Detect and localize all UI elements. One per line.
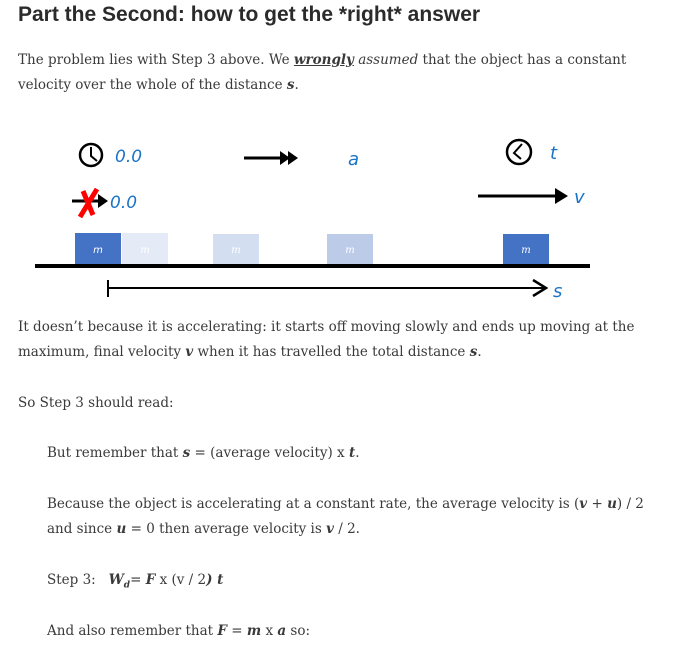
- start-time-label: 0.0: [115, 147, 143, 167]
- text: ) / 2: [616, 496, 644, 512]
- subscript-d: d: [123, 580, 131, 591]
- text: .: [355, 445, 360, 461]
- paragraph-force: [47, 619, 310, 644]
- var-s: s: [286, 77, 295, 93]
- var-a: a: [277, 623, 287, 639]
- final-time-label: t: [550, 143, 558, 164]
- text: = 0 then average velocity is: [126, 521, 327, 537]
- text: And also remember that: [47, 623, 218, 639]
- clock-icon: [80, 144, 102, 166]
- var-s: s: [469, 344, 478, 360]
- mass-label: m: [345, 245, 355, 256]
- step3-equation: [47, 568, 223, 599]
- mass-label: m: [231, 245, 241, 256]
- var-f: F: [145, 572, 156, 588]
- text: =: [226, 623, 247, 639]
- mass-label: m: [521, 245, 531, 256]
- var-m: m: [246, 623, 262, 639]
- paragraph-average-velocity: [47, 492, 644, 542]
- text: x: [261, 623, 278, 639]
- paragraph-problem: [18, 48, 626, 98]
- text: But remember that: [47, 445, 183, 461]
- emphasis-assumed: assumed: [358, 52, 419, 68]
- var-v: v: [579, 496, 588, 512]
- var-u: u: [607, 496, 617, 512]
- paragraph-step3-intro: So Step 3 should read:: [18, 395, 174, 411]
- var-u: u: [116, 521, 127, 537]
- var-t: ) t: [206, 572, 224, 588]
- text: maximum, final velocity: [18, 344, 186, 360]
- var-v: v: [185, 344, 194, 360]
- start-velocity-label: 0.0: [110, 193, 138, 213]
- text: / 2.: [333, 521, 360, 537]
- text: when it has travelled the total distance: [193, 344, 470, 360]
- final-velocity-arrow-icon: [478, 188, 568, 204]
- paragraph-remember: [47, 441, 360, 466]
- mass-label: m: [93, 245, 103, 256]
- distance-arrow: [108, 280, 546, 297]
- var-w: W: [108, 572, 124, 588]
- var-v: v: [326, 521, 334, 537]
- text: = (average velocity) x: [190, 445, 349, 461]
- distance-label: s: [553, 281, 563, 302]
- section-heading: Part the Second: how to get the *right* answer: [18, 3, 481, 26]
- var-s: s: [182, 445, 191, 461]
- text: The problem lies with Step 3 above. We: [18, 52, 294, 68]
- final-velocity-label: v: [574, 187, 585, 208]
- mass-blocks: [75, 233, 549, 265]
- emphasis-wrongly: wrongly: [293, 52, 354, 68]
- text: that the object has a constant: [418, 52, 627, 68]
- cross-icon: [80, 189, 97, 217]
- step-label: Step 3:: [47, 572, 96, 588]
- text: and since: [47, 521, 117, 537]
- var-f: F: [217, 623, 227, 639]
- text: Because the object is accelerating at a constant rate, the average velocity is (: [47, 496, 580, 512]
- acceleration-label: a: [348, 149, 360, 170]
- text: .: [294, 77, 299, 93]
- acceleration-arrow-icon: [244, 151, 298, 165]
- paragraph-accelerating: [18, 315, 634, 365]
- acceleration-diagram: [0, 125, 689, 310]
- text: =: [130, 572, 146, 588]
- var-t: t: [348, 445, 356, 461]
- text: It doesn’t because it is accelerating: it starts off moving slowly and ends up moving at the: [18, 319, 635, 335]
- clock-icon: [507, 140, 531, 164]
- text: x (v / 2: [155, 572, 207, 588]
- text: .: [477, 344, 482, 360]
- text: so:: [286, 623, 311, 639]
- mass-label: m: [140, 245, 150, 256]
- text: velocity over the whole of the distance: [18, 77, 287, 93]
- text: +: [587, 496, 608, 512]
